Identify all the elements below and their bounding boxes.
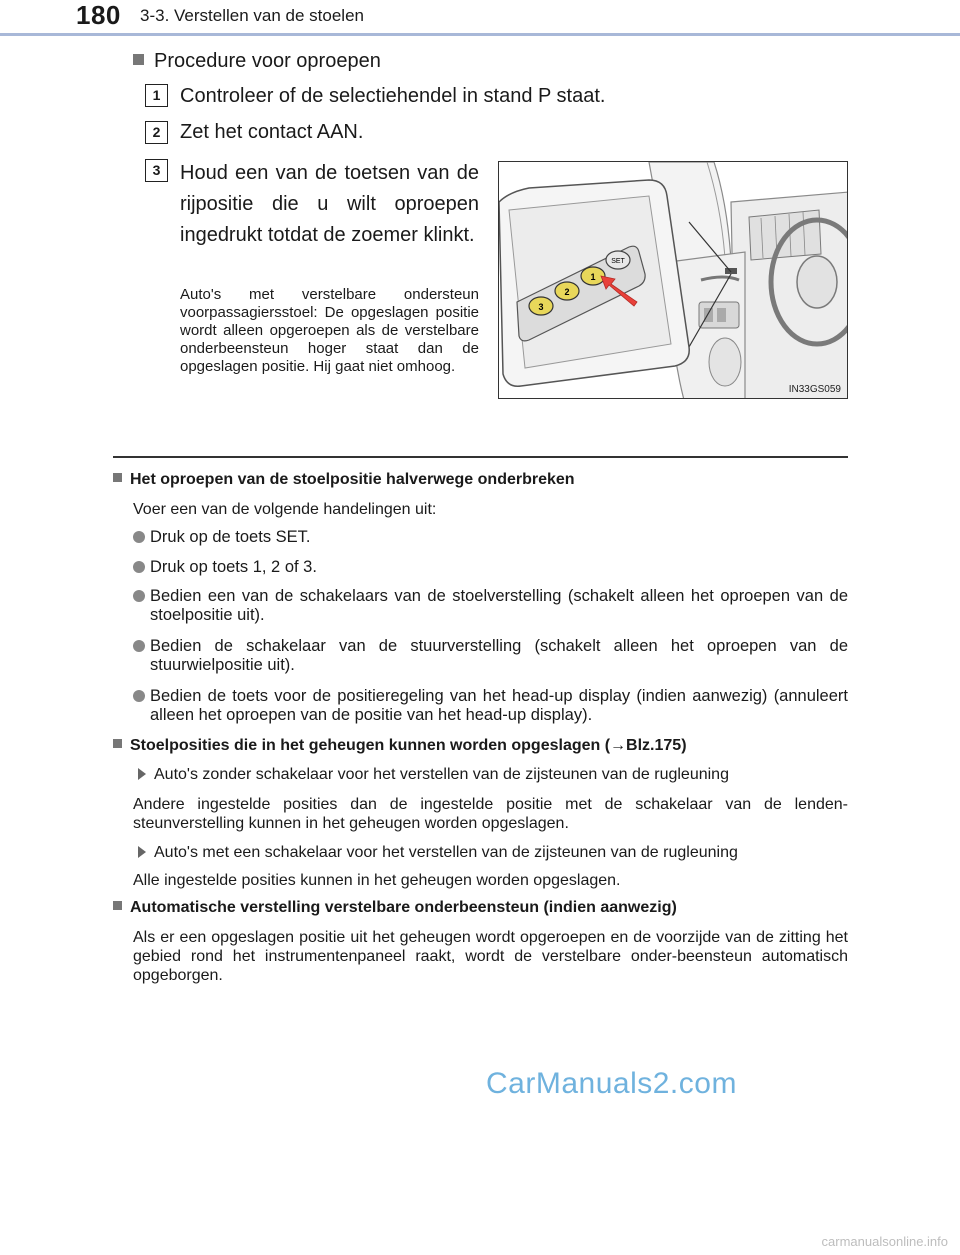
memory-case-2-text: Alle ingestelde posities kunnen in het geheugen worden opgeslagen. [133, 872, 621, 889]
memory-case-1: Auto's zonder schakelaar voor het verstellen van de zijsteunen van de rugleuning [138, 766, 729, 784]
button-3-label: 3 [538, 302, 544, 312]
list-item: Bedien een van de schakelaars van de stoelverstelling (schakelt alleen het oproepen van de stoelpositie uit). [133, 587, 848, 625]
bullet-dot-icon [133, 561, 145, 573]
interrupt-intro: Voer een van de volgende handelingen uit: [133, 501, 437, 518]
watermark-footer: carmanualsonline.info [821, 1234, 948, 1249]
square-bullet-icon [113, 901, 122, 910]
button-2-label: 2 [564, 287, 570, 297]
memory-title: Stoelposities die in het geheugen kunnen worden opgeslagen (→Blz.175) [113, 737, 687, 755]
list-item: Druk op de toets SET. [133, 528, 848, 547]
page-number: 180 [76, 0, 121, 30]
header-rule [0, 33, 960, 36]
bullet-dot-icon [133, 690, 145, 702]
square-bullet-icon [113, 473, 122, 482]
list-item: Druk op toets 1, 2 of 3. [133, 558, 848, 577]
memory-buttons-illustration [498, 161, 848, 399]
list-item: Bedien de schakelaar van de stuurverstelling (schakelt alleen het oproepen van de stuurwielpositie uit). [133, 637, 848, 675]
auto-title: Automatische verstelling verstelbare onderbeensteun (indien aanwezig) [113, 899, 677, 917]
triangle-bullet-icon [138, 846, 146, 858]
auto-text: Als er een opgeslagen positie uit het geheugen wordt opgeroepen en de voorzijde van de zitting het gebied rond het instrumentenpaneel raakt, wordt de verstelbare onder-beensteun automatisch opgeborgen. [133, 929, 848, 984]
square-bullet-icon [133, 54, 144, 65]
memory-case-2: Auto's met een schakelaar voor het verstellen van de zijsteunen van de rugleuning [138, 844, 738, 862]
button-1-label: 1 [590, 272, 596, 282]
step-number-1: 1 [145, 84, 168, 107]
step-number-2: 2 [145, 121, 168, 144]
illustration-code: IN33GS059 [788, 384, 841, 395]
door-panel-drawing [499, 162, 848, 399]
bullet-dot-icon [133, 590, 145, 602]
step-text-1: Controleer of de selectiehendel in stand P staat. [180, 85, 606, 107]
step-note: Auto's met verstelbare ondersteun voorpassagiersstoel: De opgeslagen positie wordt alleen opgeroepen als de verstelbare onderbeensteun hoger staat dan de opgeslagen positie. Hij gaat niet omhoog. [180, 286, 479, 375]
memory-case-1-text: Andere ingestelde posities dan de ingestelde positie met de schakelaar van de lenden-steunverstelling kunnen in het geheugen worden opgeslagen. [133, 796, 848, 832]
triangle-bullet-icon [138, 768, 146, 780]
square-bullet-icon [113, 739, 122, 748]
set-button-label: SET [611, 258, 625, 265]
step-text-3: Houd een van de toetsen van de rijpositie die u wilt oproepen ingedrukt totdat de zoemer klinkt. [180, 162, 479, 246]
step-text-2: Zet het contact AAN. [180, 121, 364, 143]
watermark-logo: CarManuals2.com [486, 1067, 737, 1100]
section-title: 3-3. Verstellen van de stoelen [140, 6, 364, 25]
bullet-dot-icon [133, 531, 145, 543]
section-separator [113, 456, 848, 458]
list-item: Bedien de toets voor de positieregeling van het head-up display (indien aanwezig) (annuleert alleen het oproepen van de positie van het head-up display). [133, 687, 848, 725]
bullet-dot-icon [133, 640, 145, 652]
step-number-3: 3 [145, 159, 168, 182]
interrupt-title: Het oproepen van de stoelpositie halverwege onderbreken [113, 471, 575, 489]
procedure-title: Procedure voor oproepen [133, 50, 381, 73]
